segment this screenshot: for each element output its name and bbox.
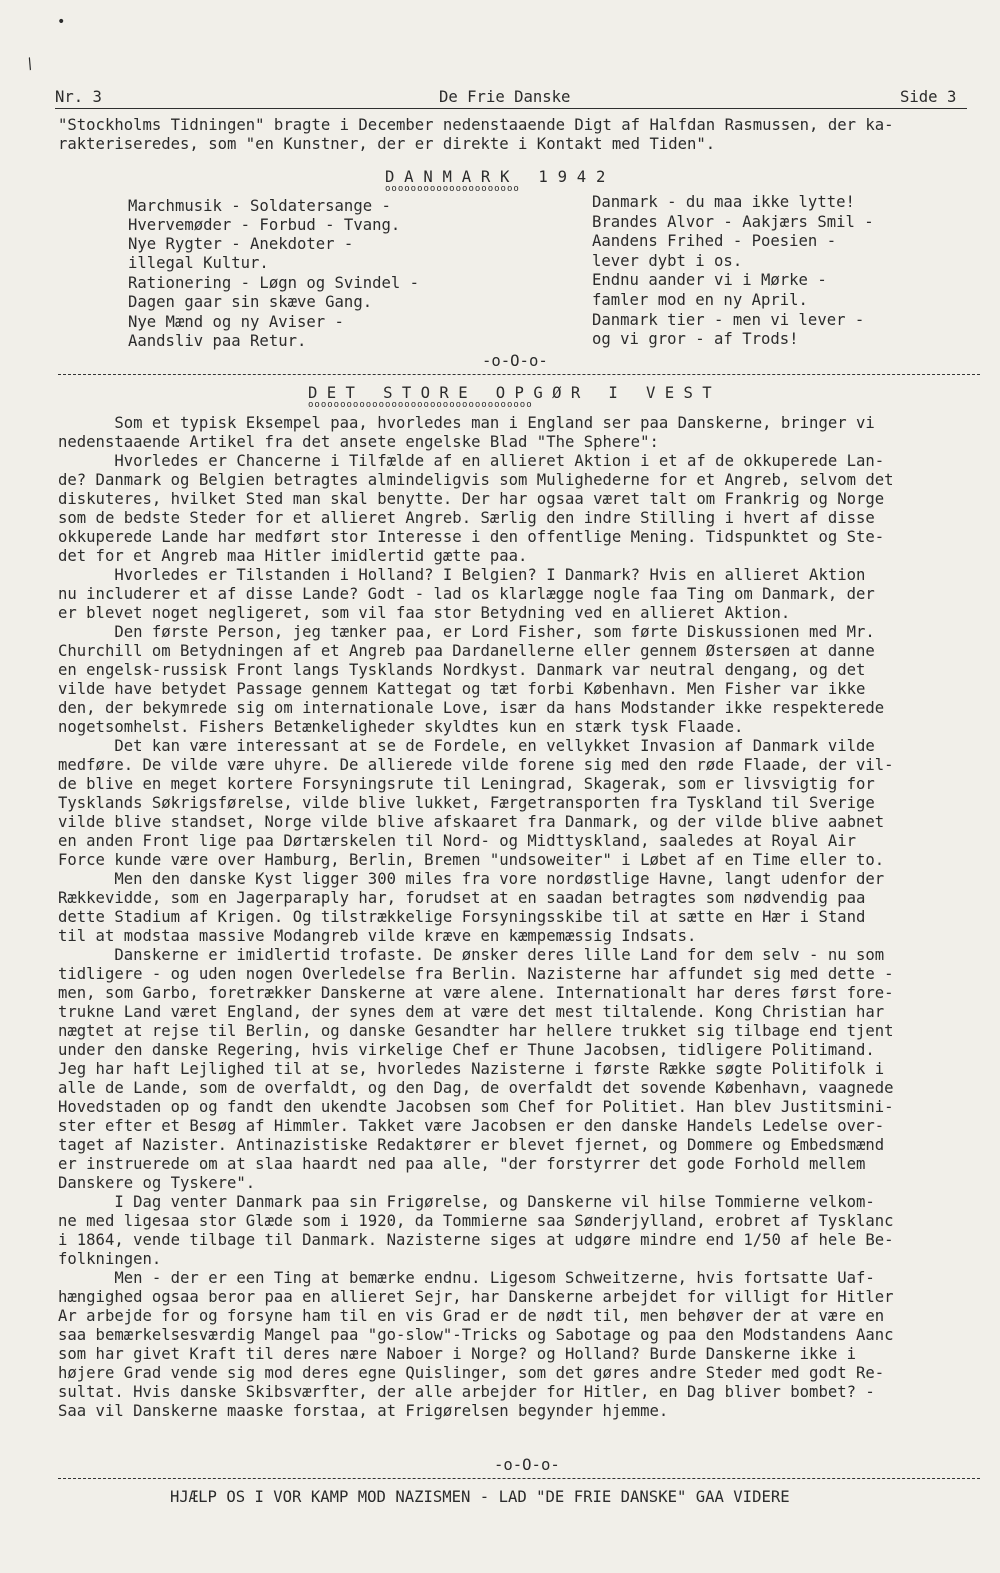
poem-line: Brandes Alvor - Aakjærs Smil - xyxy=(592,213,874,231)
article-line: ster efter et Besøg af Himmler. Takket være Jacobsen er den danske Handels Ledelse over- xyxy=(58,1117,885,1135)
article-line: vilde have betydet Passage gennem Kattegat og tæt forbi København. Men Fisher var ikke xyxy=(58,680,866,698)
article-line: Saa vil Danskerne maaske forstaa, at Frigørelsen begynder hjemme. xyxy=(58,1402,669,1420)
article-line: er instruerede om at slaa haardt ned paa alle, "der forstyrrer det gode Forhold mellem xyxy=(58,1155,866,1173)
article-line: Det kan være interessant at se de Fordele, en vellykket Invasion af Danmark vilde xyxy=(58,737,875,755)
poem-line: Nye Rygter - Anekdoter - xyxy=(128,235,354,253)
article-line: nogetsomhelst. Fishers Betænkeligheder skyldtes kun en stærk tysk Flaade. xyxy=(58,718,744,736)
article-line: nedenstaaende Artikel fra det ansete engelske Blad "The Sphere": xyxy=(58,433,659,451)
article-line: ne med ligesaa stor Glæde som i 1920, da Tommierne saa Sønderjylland, erobret af Tysklanc xyxy=(58,1212,894,1230)
issue-number: Nr. 3 xyxy=(55,88,102,106)
article-line: trukne Land været England, der synes dem at være det mest tiltalende. Kong Christian har xyxy=(58,1003,885,1021)
poem-line: Aandsliv paa Retur. xyxy=(128,332,307,350)
article-line: folkningen. xyxy=(58,1250,162,1268)
poem-line: Danmark - du maa ikke lytte! xyxy=(592,193,855,211)
poem-line: Aandens Frihed - Poesien - xyxy=(592,232,837,250)
poem-line: og vi gror - af Trods! xyxy=(592,330,799,348)
article-line: i 1864, vende tilbage til Danmark. Nazisterne siges at udgøre mindre end 1/50 af hele Be- xyxy=(58,1231,894,1249)
article-line: okkuperede Lande har medført stor Interesse i den offentlige Mening. Tidspunktet og Ste- xyxy=(58,528,885,546)
footer-divider xyxy=(58,1478,980,1479)
footer-slogan: HJÆLP OS I VOR KAMP MOD NAZISMEN - LAD "DE FRIE DANSKE" GAA VIDERE xyxy=(170,1488,790,1506)
article-line: Hovedstaden op og fandt den ukendte Jacobsen som Chef for Politiet. Han blev Justitsmini- xyxy=(58,1098,894,1116)
header-rule xyxy=(55,108,967,109)
article-line: vilde blive standset, Norge vilde blive afskaaret fra Danmark, og der vilde blive aabnet xyxy=(58,813,885,831)
poem-title-underline: ooooooooooooooooooooo xyxy=(385,184,520,194)
article-line: sultat. Hvis danske Skibsværfter, der alle arbejder for Hitler, en Dag bliver bombet? - xyxy=(58,1383,875,1401)
article-line: nægtet at rejse til Berlin, og danske Gesandter har hellere trukket sig tilbage end tjent xyxy=(58,1022,894,1040)
article-line: Danskere og Tyskere". xyxy=(58,1174,256,1192)
poem-line: Nye Mænd og ny Aviser - xyxy=(128,313,344,331)
article-title: D E T S T O R E O P G Ø R I V E S T xyxy=(308,384,712,402)
article-line: højere Grad vende sig mod deres egne Quislinger, som det gøres andre Steder med godt Re- xyxy=(58,1364,885,1382)
page-header xyxy=(55,88,967,108)
section-divider xyxy=(58,374,980,375)
article-line: Men den danske Kyst ligger 300 miles fra vore nordøstlige Havne, langt udenfor der xyxy=(58,870,885,888)
article-line: Danskerne er imidlertid trofaste. De ønsker deres lille Land for dem selv - nu som xyxy=(58,946,885,964)
article-line: alle de Lande, som de overfaldt, og den Dag, de overfaldt det sovende København, vaagnede xyxy=(58,1079,894,1097)
poem-line: lever dybt i os. xyxy=(592,252,743,270)
article-line: hængighed ogsaa beror paa en allieret Sejr, har Danskerne arbejdet for villigt for Hitler xyxy=(58,1288,894,1306)
poem-line: Hvervemøder - Forbud - Tvang. xyxy=(128,216,401,234)
article-line: til at modstaa massive Modangreb vilde kræve en kæmpemæssig Indsats. xyxy=(58,927,697,945)
article-line: tidligere - og uden nogen Overledelse fra Berlin. Nazisterne har affundet sig med dette - xyxy=(58,965,894,983)
article-title-underline: ooooooooooooooooooooooooooooooooooo xyxy=(308,400,533,410)
article-line: Churchill om Betydningen af et Angreb paa Dardanellerne eller gennem Østersøen at danne xyxy=(58,642,875,660)
poem-line: Endnu aander vi i Mørke - xyxy=(592,271,827,289)
article-line: Men - der er een Ting at bemærke endnu. Ligesom Schweitzerne, hvis fortsatte Uaf- xyxy=(58,1269,875,1287)
poem-line: Danmark tier - men vi lever - xyxy=(592,311,865,329)
article-line: under den danske Regering, hvis virkelige Chef er Thune Jacobsen, tidligere Politimand. xyxy=(58,1041,875,1059)
article-line: en anden Front lige paa Dørtærskelen til Nord- og Midttyskland, saaledes at Royal Air xyxy=(58,832,856,850)
article-line: Som et typisk Eksempel paa, hvorledes man i England ser paa Danskerne, bringer vi xyxy=(58,414,875,432)
article-separator: -o-O-o- xyxy=(494,1456,560,1474)
article-line: taget af Nazister. Antinazistiske Redaktører er blevet fjernet, og Dommere og Embedsmænd xyxy=(58,1136,885,1154)
article-line: som har givet Kraft til deres nære Naboer i Norge? og Holland? Burde Danskerne ikke i xyxy=(58,1345,856,1363)
intro-line: rakteriseredes, som "en Kunstner, der er direkte i Kontakt med Tiden". xyxy=(58,135,716,153)
article-line: Hvorledes er Chancerne i Tilfælde af en allieret Aktion i et af de okkuperede Lan- xyxy=(58,452,885,470)
ink-mark: / xyxy=(22,54,38,74)
article-line: det for et Angreb maa Hitler imidlertid gætte paa. xyxy=(58,547,528,565)
article-line: nu includerer et af disse Lande? Godt - lad os klarlægge nogle faa Ting om Danmark, der xyxy=(58,585,875,603)
article-line: den, der bekymrede sig om internationale Love, især da hans Modstander ikke respekterede xyxy=(58,699,885,717)
article-line: Jeg har haft Lejlighed til at se, hvorledes Nazisterne i første Række søgte Politifolk i xyxy=(58,1060,885,1078)
article-line: medføre. De vilde være uhyre. De allierede vilde forene sig med den røde Flaade, der vil- xyxy=(58,756,894,774)
page-number: Side 3 xyxy=(900,88,957,106)
article-line: diskuteres, hvilket Sted man skal benytte. Der har ogsaa været talt om Frankrig og Norge xyxy=(58,490,885,508)
article-line: saa bemærkelsesværdig Mangel paa "go-slow"-Tricks og Sabotage og paa den Modstandens Aanc xyxy=(58,1326,894,1344)
article-line: Hvorledes er Tilstanden i Holland? I Belgien? I Danmark? Hvis en allieret Aktion xyxy=(58,566,866,584)
article-line: Den første Person, jeg tænker paa, er Lord Fisher, som førte Diskussionen med Mr. xyxy=(58,623,875,641)
poem-line: famler mod en ny April. xyxy=(592,291,808,309)
poem-line: Marchmusik - Soldatersange - xyxy=(128,197,391,215)
poem-line: Rationering - Løgn og Svindel - xyxy=(128,274,420,292)
article-line: de? Danmark og Belgien betragtes almindeligvis som Mulighederne for et Angreb, selvom det xyxy=(58,471,894,489)
article-line: men, som Garbo, foretrækker Danskerne at være alene. Internationalt har deres først fore- xyxy=(58,984,894,1002)
article-line: som de bedste Steder for et allieret Angreb. Særlig den indre Stilling i hvert af disse xyxy=(58,509,875,527)
article-line: Tysklands Søkrigsførelse, vilde blive lukket, Færgetransporten fra Tyskland til Sverige xyxy=(58,794,875,812)
article-line: I Dag venter Danmark paa sin Frigørelse, og Danskerne vil hilse Tommierne velkom- xyxy=(58,1193,875,1211)
article-line: en engelsk-russisk Front langs Tysklands Nordkyst. Danmark var neutral dengang, og det xyxy=(58,661,866,679)
article-line: dette Stadium af Krigen. Og tilstrækkelige Forsyningsskibe til at sætte en Hær i Stand xyxy=(58,908,866,926)
poem-separator: -o-O-o- xyxy=(482,352,548,370)
poem-line: illegal Kultur. xyxy=(128,254,269,272)
article-line: er blevet noget negligeret, som vil faa stor Betydning ved en allieret Aktion. xyxy=(58,604,791,622)
poem-line: Dagen gaar sin skæve Gang. xyxy=(128,293,373,311)
article-line: Rækkevidde, som en Jagerparaply har, forudset at en saadan betragtes som nødvendig paa xyxy=(58,889,866,907)
article-line: Ar arbejde for og forsyne ham til en vis Grad er de nødt til, men behøver der at være en xyxy=(58,1307,885,1325)
article-line: de blive en meget kortere Forsyningsrute til Leningrad, Skagerak, som er livsvigtig for xyxy=(58,775,875,793)
ink-mark: • xyxy=(57,14,66,30)
poem-title: D A N M A R K 1 9 4 2 xyxy=(385,168,606,186)
article-line: Force kunde være over Hamburg, Berlin, Bremen "undsoweiter" i Løbet af en Time eller to. xyxy=(58,851,885,869)
intro-line: "Stockholms Tidningen" bragte i December nedenstaaende Digt af Halfdan Rasmussen, der ka- xyxy=(58,116,894,134)
newspaper-title: De Frie Danske xyxy=(439,88,571,106)
